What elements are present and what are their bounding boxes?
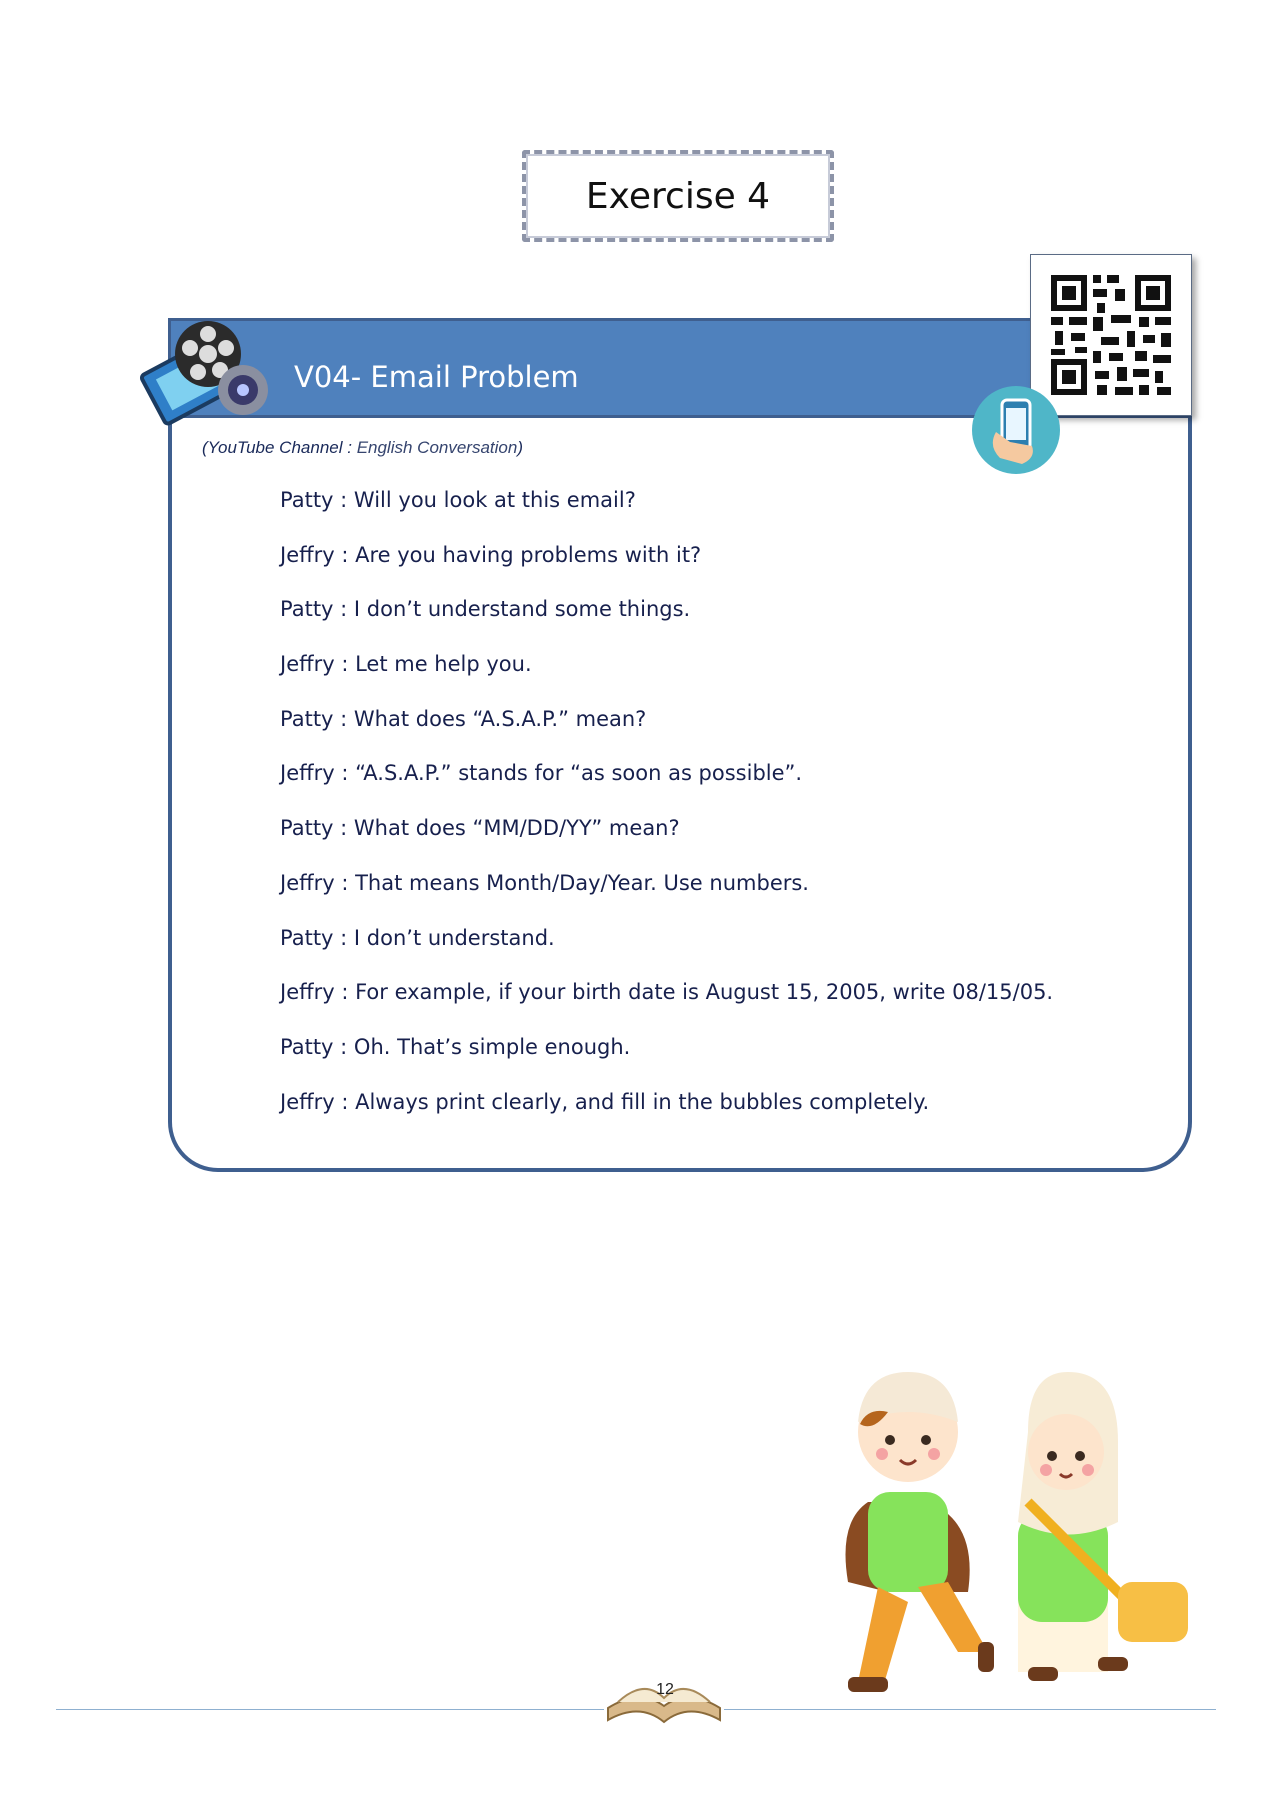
- film-reel-icon: [138, 312, 278, 432]
- dialogue-line: Patty : Oh. That’s simple enough.: [280, 1034, 631, 1059]
- dialogue-line: Jeffry : Are you having problems with it?: [280, 542, 702, 567]
- speaker: Jeffry: [280, 761, 335, 786]
- dialogue-line: Patty : What does “MM/DD/YY” mean?: [280, 816, 680, 841]
- dialogue-line: Jeffry : Let me help you.: [280, 652, 532, 677]
- dialogue-line: Patty : I don’t understand some things.: [280, 597, 691, 622]
- speaker: Jeffry: [280, 1089, 335, 1114]
- line-text: I don’t understand some things.: [353, 597, 691, 622]
- source-channel-name: English Conversation: [356, 438, 518, 457]
- girl-figure: [1018, 1372, 1188, 1681]
- dialogue-line: Jeffry : For example, if your birth date is August 15, 2005, write 08/15/05.: [280, 980, 1054, 1005]
- phone-icon: [970, 384, 1062, 476]
- line-text: Always print clearly, and fill in the bubbles completely.: [355, 1089, 930, 1114]
- line-text: Oh. That’s simple enough.: [353, 1034, 631, 1059]
- speaker: Patty: [280, 1034, 334, 1059]
- line-text: I don’t understand.: [353, 925, 555, 950]
- dialogue-list: [280, 488, 1053, 1144]
- source-prefix: (YouTube Channel :: [202, 438, 357, 457]
- exercise-title: Exercise 4: [585, 175, 771, 217]
- line-text: For example, if your birth date is August 15, 2005, write 08/15/05.: [355, 980, 1054, 1005]
- dialogue-line: Patty : What does “A.S.A.P.” mean?: [280, 706, 647, 731]
- speaker: Jeffry: [280, 652, 335, 677]
- video-title: V04- Email Problem: [294, 360, 579, 394]
- video-source: [202, 438, 523, 458]
- speaker: Patty: [280, 816, 334, 841]
- line-text: Let me help you.: [355, 652, 532, 677]
- exercise-title-box: [522, 150, 834, 242]
- page-number: 12: [656, 1681, 674, 1698]
- speaker: Jeffry: [280, 542, 335, 567]
- line-text: “A.S.A.P.” stands for “as soon as possible”.: [355, 761, 803, 786]
- line-text: That means Month/Day/Year. Use numbers.: [355, 870, 809, 895]
- line-text: Are you having problems with it?: [355, 542, 702, 567]
- line-text: What does “A.S.A.P.” mean?: [353, 706, 647, 731]
- boy-figure: [846, 1372, 995, 1692]
- line-text: Will you look at this email?: [353, 488, 636, 512]
- footer-rule-right: [724, 1709, 1216, 1710]
- speaker: Patty: [280, 925, 334, 950]
- dialogue-line: Patty : Will you look at this email?: [280, 488, 636, 512]
- source-suffix: ): [517, 438, 524, 457]
- line-text: What does “MM/DD/YY” mean?: [353, 816, 680, 841]
- speaker: Patty: [280, 706, 334, 731]
- speaker: Patty: [280, 488, 334, 512]
- dialogue-line: Jeffry : Always print clearly, and fill in the bubbles completely.: [280, 1089, 930, 1114]
- dialogue-line: Jeffry : That means Month/Day/Year. Use numbers.: [280, 870, 809, 895]
- speaker: Jeffry: [280, 870, 335, 895]
- speaker: Patty: [280, 597, 334, 622]
- dialogue-line: Jeffry : “A.S.A.P.” stands for “as soon as possible”.: [280, 761, 803, 786]
- dialogue-line: Patty : I don’t understand.: [280, 925, 555, 950]
- footer-rule-left: [56, 1709, 604, 1710]
- students-illustration: [828, 1352, 1208, 1702]
- speaker: Jeffry: [280, 980, 335, 1005]
